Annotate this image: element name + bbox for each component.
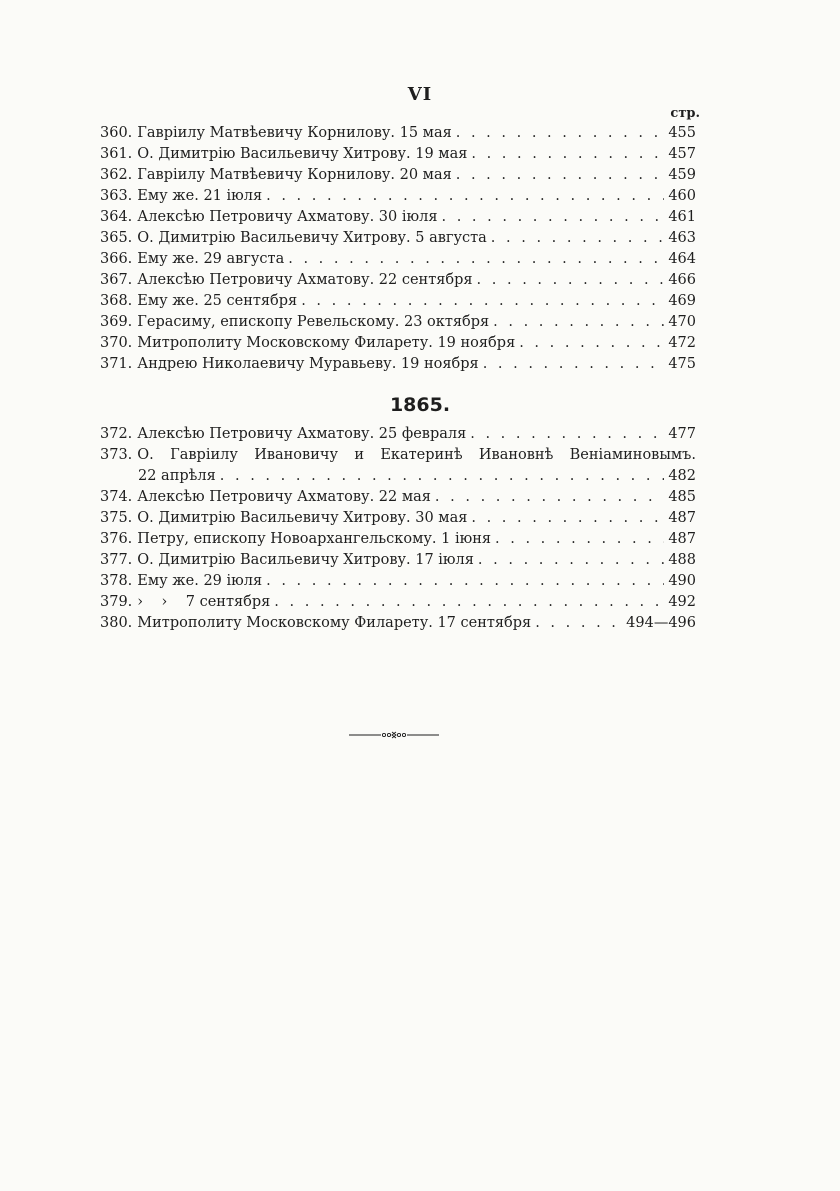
entry-number: 375. xyxy=(100,510,133,526)
entry-title: Алексѣю Петровичу Ахматову. 22 сентября xyxy=(137,272,473,288)
toc-entry xyxy=(100,487,696,508)
dot-leader xyxy=(483,354,665,375)
entry-number: 371. xyxy=(100,356,133,372)
entry-page: 459 xyxy=(668,167,696,183)
toc-entry xyxy=(100,123,696,144)
entry-page: 469 xyxy=(668,293,696,309)
entry-title: Алексѣю Петровичу Ахматову. 25 февраля xyxy=(137,426,467,442)
entry-page: 487 xyxy=(668,531,696,547)
entry-title: Герасиму, епископу Ревельскому. 23 октября xyxy=(137,314,490,330)
entry-title: Петру, епископу Новоархангельскому. 1 іюня xyxy=(137,531,492,547)
toc-entry xyxy=(100,592,696,613)
entry-title: › › 7 сентября xyxy=(137,594,271,610)
page-column-label: стр. xyxy=(670,106,700,121)
dot-leader xyxy=(471,144,664,165)
entry-title: О. Димитрію Васильевичу Хитрову. 30 мая xyxy=(137,510,468,526)
entry-page: 455 xyxy=(668,125,696,141)
entry-page: 472 xyxy=(668,335,696,351)
year-heading: 1865. xyxy=(389,394,451,416)
entry-title: Алексѣю Петровичу Ахматову. 30 іюля xyxy=(137,209,438,225)
entry-title: Гавріилу Матвѣевичу Корнилову. 20 мая xyxy=(137,167,452,183)
entry-title: О. Гавріилу Ивановичу и Екатеринѣ Ивановнѣ Веніаминовымъ. xyxy=(137,447,696,463)
entry-page: 463 xyxy=(668,230,696,246)
entry-page: 470 xyxy=(668,314,696,330)
entry-title: Ему же. 25 сентября xyxy=(137,293,298,309)
entry-page: 494—496 xyxy=(626,615,696,631)
dot-leader xyxy=(495,529,664,550)
entry-title: Ему же. 29 августа xyxy=(137,251,285,267)
entry-title: Ему же. 21 іюля xyxy=(137,188,263,204)
dot-leader xyxy=(301,291,664,312)
toc-entry xyxy=(100,333,696,354)
entry-number: 379. xyxy=(100,594,133,610)
toc-entry xyxy=(100,613,696,634)
dot-leader xyxy=(266,186,664,207)
toc-entry xyxy=(100,424,696,445)
toc-entry xyxy=(100,207,696,228)
toc-entry xyxy=(100,571,696,592)
toc-entry xyxy=(100,186,696,207)
dot-leader xyxy=(478,550,664,571)
ornamental-divider xyxy=(349,730,439,740)
dot-leader xyxy=(493,312,664,333)
entry-page: 487 xyxy=(668,510,696,526)
toc-entry xyxy=(100,508,696,529)
entry-title: Андрею Николаевичу Муравьеву. 19 ноября xyxy=(137,356,479,372)
entry-number: 368. xyxy=(100,293,133,309)
toc-entry xyxy=(100,165,696,186)
dot-leader xyxy=(491,228,665,249)
toc-entry-continuation xyxy=(100,466,696,487)
contents-list-1 xyxy=(100,123,696,375)
entry-number: 380. xyxy=(100,615,133,631)
entry-number: 373. xyxy=(100,447,133,463)
dot-leader xyxy=(470,424,664,445)
entry-page: 488 xyxy=(668,552,696,568)
entry-page: 477 xyxy=(668,426,696,442)
entry-number: 378. xyxy=(100,573,133,589)
entry-number: 360. xyxy=(100,125,133,141)
dot-leader xyxy=(274,592,664,613)
entry-page: 475 xyxy=(668,356,696,372)
entry-number: 361. xyxy=(100,146,133,162)
entry-number: 367. xyxy=(100,272,133,288)
entry-number: 363. xyxy=(100,188,133,204)
dot-leader xyxy=(456,165,665,186)
dot-leader xyxy=(535,613,622,634)
entry-title: Гавріилу Матвѣевичу Корнилову. 15 мая xyxy=(137,125,452,141)
dot-leader xyxy=(220,466,665,487)
entry-number: 376. xyxy=(100,531,133,547)
entry-page: 466 xyxy=(668,272,696,288)
entry-title: О. Димитрію Васильевичу Хитрову. 19 мая xyxy=(137,146,468,162)
entry-page: 464 xyxy=(668,251,696,267)
toc-entry xyxy=(100,529,696,550)
dot-leader xyxy=(435,487,664,508)
dot-leader xyxy=(266,571,664,592)
entry-title: Митрополиту Московскому Филарету. 19 ноября xyxy=(137,335,516,351)
entry-number: 370. xyxy=(100,335,133,351)
entry-number: 369. xyxy=(100,314,133,330)
entry-page: 460 xyxy=(668,188,696,204)
entry-number: 365. xyxy=(100,230,133,246)
entry-number: 372. xyxy=(100,426,133,442)
toc-entry xyxy=(100,291,696,312)
contents-list-2 xyxy=(100,424,696,634)
entry-title: 22 апрѣля xyxy=(138,468,216,484)
toc-entry xyxy=(100,312,696,333)
entry-page: 482 xyxy=(668,468,696,484)
entry-number: 362. xyxy=(100,167,133,183)
entry-title: Ему же. 29 іюля xyxy=(137,573,263,589)
dot-leader xyxy=(441,207,664,228)
entry-title: О. Димитрію Васильевичу Хитрову. 5 августа xyxy=(137,230,487,246)
dot-leader xyxy=(456,123,665,144)
entry-page: 461 xyxy=(668,209,696,225)
toc-entry xyxy=(100,228,696,249)
entry-title: Митрополиту Московскому Филарету. 17 сентября xyxy=(137,615,532,631)
entry-title: О. Димитрію Васильевичу Хитрову. 17 іюля xyxy=(137,552,474,568)
toc-entry xyxy=(100,445,696,466)
toc-entry xyxy=(100,144,696,165)
entry-page: 457 xyxy=(668,146,696,162)
entry-number: 374. xyxy=(100,489,133,505)
entry-number: 364. xyxy=(100,209,133,225)
toc-entry xyxy=(100,354,696,375)
toc-entry xyxy=(100,249,696,270)
dot-leader xyxy=(288,249,664,270)
toc-entry xyxy=(100,270,696,291)
entry-page: 485 xyxy=(668,489,696,505)
dot-leader xyxy=(477,270,665,291)
page-folio: VI xyxy=(407,84,433,105)
entry-number: 366. xyxy=(100,251,133,267)
entry-number: 377. xyxy=(100,552,133,568)
toc-entry xyxy=(100,550,696,571)
entry-page: 492 xyxy=(668,594,696,610)
entry-title: Алексѣю Петровичу Ахматову. 22 мая xyxy=(137,489,431,505)
dot-leader xyxy=(471,508,664,529)
entry-page: 490 xyxy=(668,573,696,589)
dot-leader xyxy=(519,333,664,354)
